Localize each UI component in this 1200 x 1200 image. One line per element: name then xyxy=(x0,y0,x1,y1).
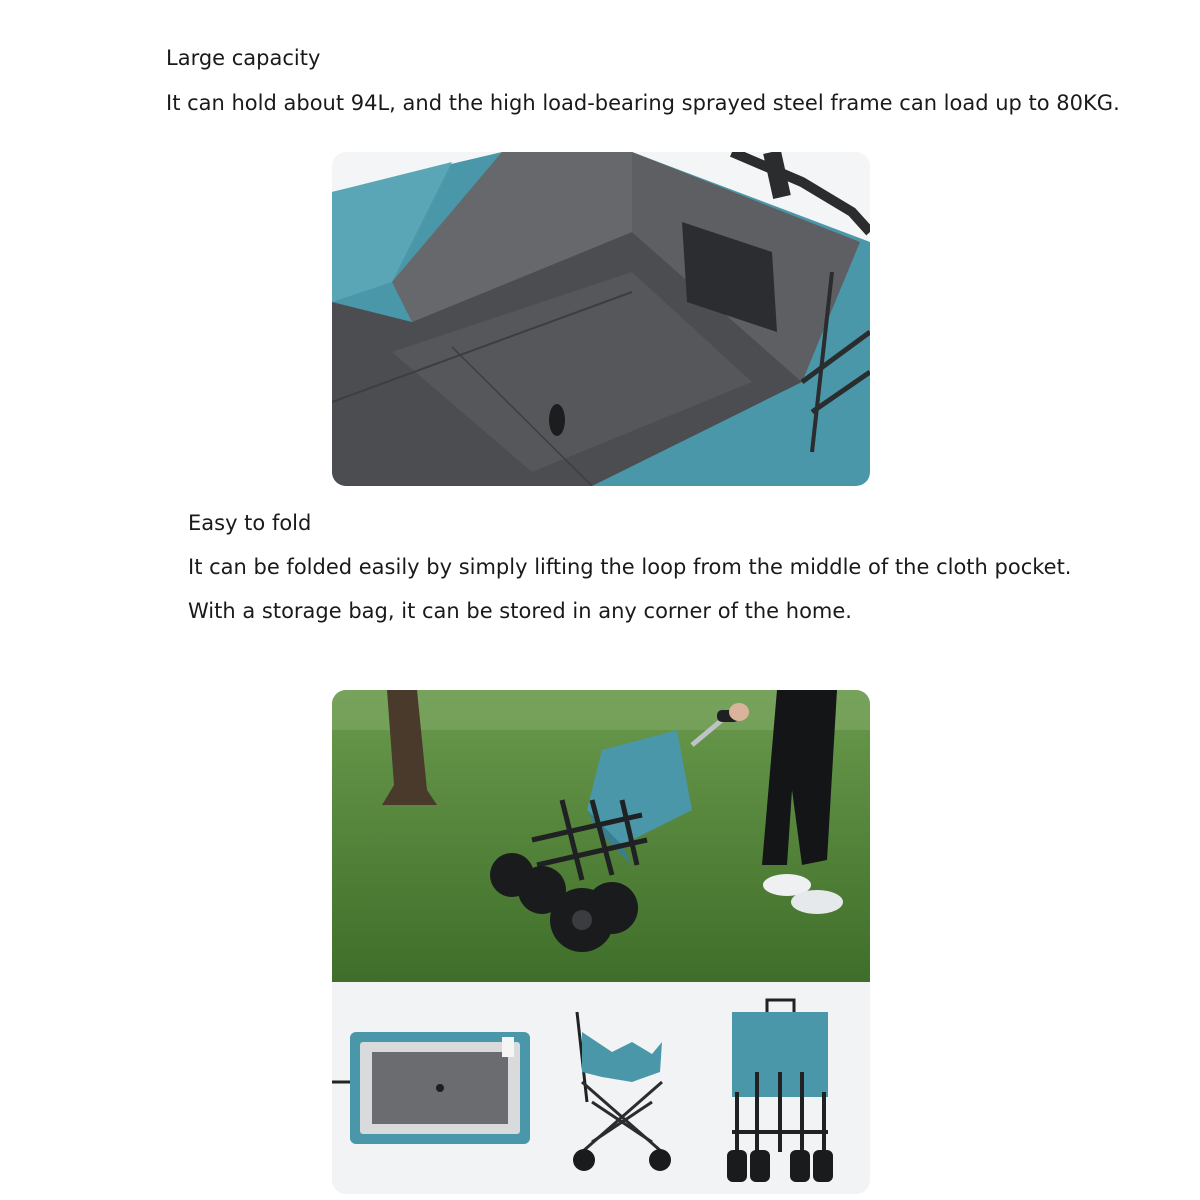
folded-cart-grass-photo xyxy=(332,690,870,982)
section-heading-large-capacity: Large capacity xyxy=(166,46,321,70)
section-description-fold-line1: It can be folded easily by simply lifting the loop from the middle of the cloth pocket. xyxy=(188,555,1072,579)
fold-step-open-cart xyxy=(332,1032,530,1144)
section-description-capacity: It can hold about 94L, and the high load-bearing sprayed steel frame can load up to 80KG. xyxy=(166,91,1120,115)
fold-steps-photo-strip xyxy=(332,982,870,1194)
cart-interior-photo xyxy=(332,152,870,486)
section-description-fold-line2: With a storage bag, it can be stored in any corner of the home. xyxy=(188,599,852,623)
section-heading-easy-to-fold: Easy to fold xyxy=(188,511,312,535)
